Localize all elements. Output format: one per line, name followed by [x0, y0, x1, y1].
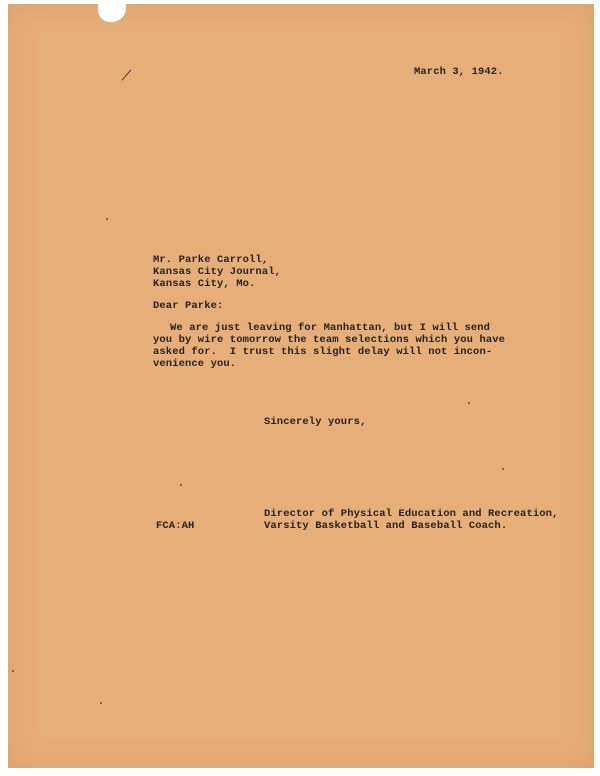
- recipient-name: Mr. Parke Carroll,: [153, 254, 269, 266]
- recipient-city: Kansas City, Mo.: [153, 278, 256, 290]
- paper-speck: [100, 702, 102, 704]
- signature-title: Varsity Basketball and Baseball Coach.: [264, 520, 508, 532]
- typist-initials: FCA:AH: [156, 520, 195, 532]
- body-line: We are just leaving for Manhattan, but I will send: [170, 322, 491, 334]
- paper-speck: [12, 670, 14, 672]
- recipient-organization: Kansas City Journal,: [153, 266, 282, 278]
- salutation: Dear Parke:: [153, 300, 224, 312]
- body-line: you by wire tomorrow the team selections which you have: [153, 334, 506, 346]
- paper-speck: [106, 218, 108, 220]
- body-line: asked for. I trust this slight delay will not incon-: [153, 346, 493, 358]
- closing: Sincerely yours,: [264, 416, 367, 428]
- signature-title: Director of Physical Education and Recreation,: [264, 508, 559, 520]
- letter-paper: [8, 4, 594, 768]
- pencil-mark: [122, 69, 132, 80]
- paper-speck: [468, 402, 470, 404]
- paper-speck: [180, 484, 182, 486]
- body-line: venience you.: [153, 358, 237, 370]
- letter-date: March 3, 1942.: [414, 66, 504, 78]
- paper-speck: [502, 468, 504, 470]
